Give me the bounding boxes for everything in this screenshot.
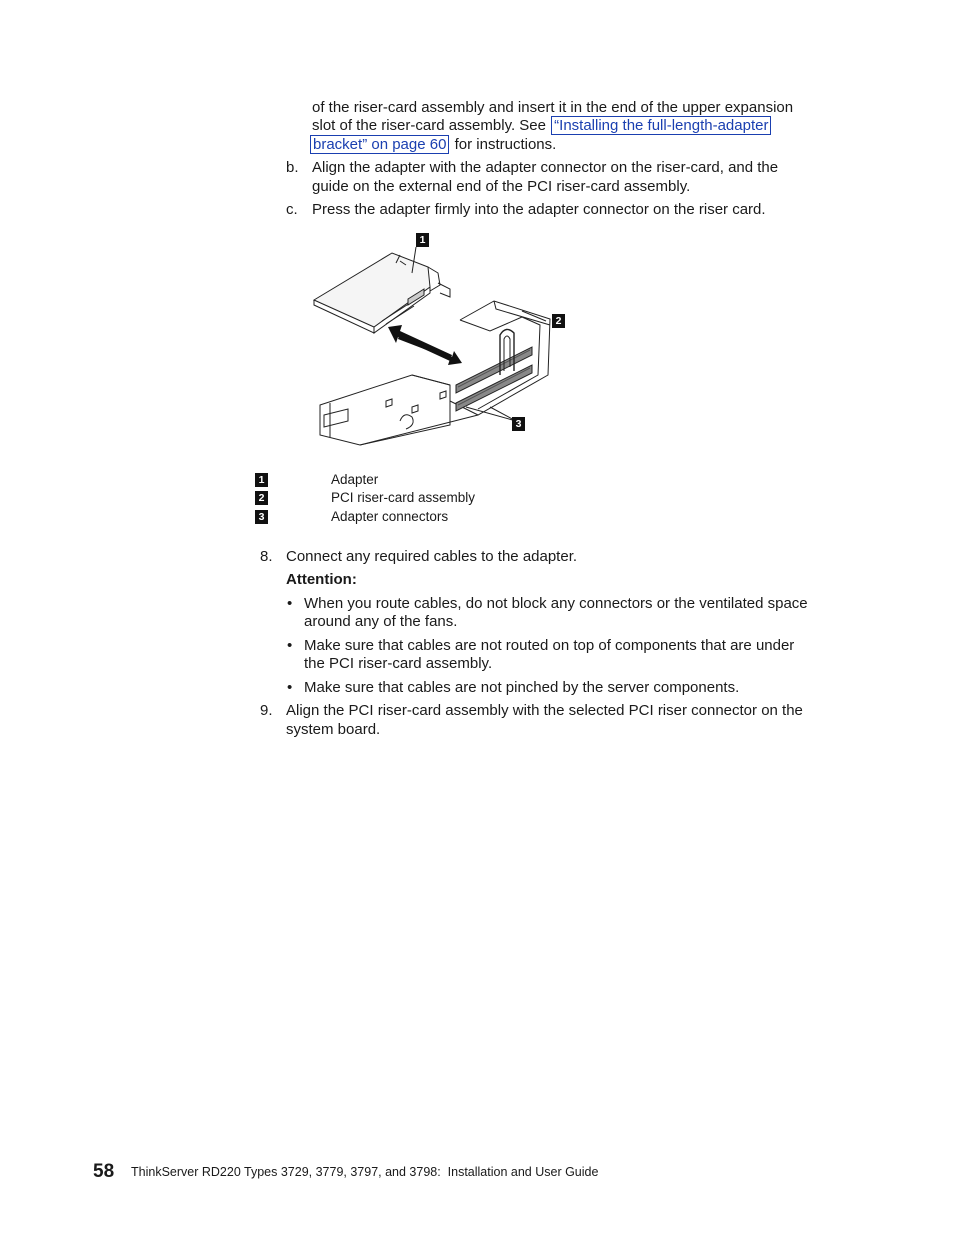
step9-marker: 9.: [260, 702, 273, 719]
legend-callout-3: 3: [255, 510, 268, 524]
bullet-3-line1: Make sure that cables are not pinched by the server components.: [304, 679, 740, 696]
step7-continuation-line1: of the riser-card assembly and insert it in the end of the upper expansion: [312, 99, 794, 116]
insertion-arrow: [388, 325, 462, 365]
riser-card-assembly-illustration: [300, 225, 580, 450]
step7c-line1: Press the adapter firmly into the adapter connector on the riser card.: [312, 201, 766, 218]
figure-callout-2: 2: [552, 314, 565, 328]
step7-see-text: slot of the riser-card assembly. See: [312, 117, 546, 134]
bullet-1-line2: around any of the fans.: [304, 613, 458, 630]
legend-label-adapter: Adapter: [331, 472, 379, 487]
figure-callout-3: 3: [512, 417, 525, 431]
step7c-marker: c.: [286, 201, 298, 218]
bullet-3-marker: •: [287, 679, 293, 696]
installing-bracket-link-part2[interactable]: bracket” on page 60: [310, 135, 449, 154]
step7b-line2: guide on the external end of the PCI riser-card assembly.: [312, 178, 691, 195]
callout-2-leader: [522, 311, 546, 321]
bullet-2-line2: the PCI riser-card assembly.: [304, 655, 493, 672]
step8-text: Connect any required cables to the adapter.: [286, 548, 578, 565]
step7-continuation-line3: [309, 136, 556, 155]
legend-callout-2: 2: [255, 491, 268, 505]
footer-document-title: ThinkServer RD220 Types 3729, 3779, 3797, and 3798: Installation and User Guide: [131, 1165, 599, 1179]
riser-frame-inner: [460, 317, 522, 331]
bullet-2-marker: •: [287, 637, 293, 654]
step7b-line1: Align the adapter with the adapter connector on the riser-card, and the: [312, 159, 779, 176]
installing-bracket-link-part1[interactable]: “Installing the full-length-adapter: [551, 116, 771, 135]
bullet-1-marker: •: [287, 595, 293, 612]
step9-line1: Align the PCI riser-card assembly with the selected PCI riser connector on the: [286, 702, 803, 719]
figure-callout-1: 1: [416, 233, 429, 247]
bullet-1-line1: When you route cables, do not block any connectors or the ventilated space: [304, 595, 808, 612]
step7-for-instructions: for instructions.: [454, 136, 557, 153]
legend-label-riser-card-assembly: PCI riser-card assembly: [331, 490, 476, 505]
page-number: 58: [93, 1161, 115, 1182]
adapter-card-outline: [314, 253, 430, 327]
attention-heading: Attention:: [286, 571, 357, 588]
step8-marker: 8.: [260, 548, 273, 565]
step7b-marker: b.: [286, 159, 299, 176]
riser-base: [320, 375, 450, 445]
riser-handle-curve: [400, 415, 413, 429]
step7-continuation-line2: [312, 117, 772, 136]
step9-line2: system board.: [286, 721, 381, 738]
legend-label-adapter-connectors: Adapter connectors: [331, 509, 449, 524]
riser-latch: [324, 409, 348, 427]
legend-callout-1: 1: [255, 473, 268, 487]
callout-3-leaders: [466, 407, 516, 421]
bullet-2-line1: Make sure that cables are not routed on top of components that are under: [304, 637, 795, 654]
